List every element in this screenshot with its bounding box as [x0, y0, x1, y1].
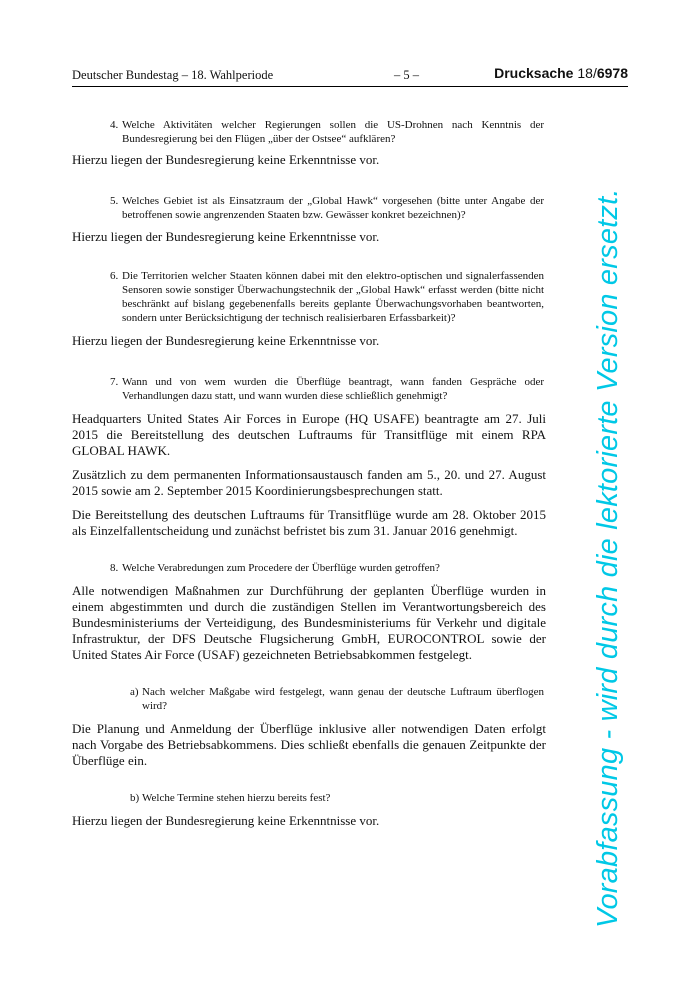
draft-watermark: Vorabfassung - wird durch die lektorierte Version ersetzt. [592, 188, 624, 928]
question-number: 6. [110, 270, 119, 282]
answer-7-part-2: Zusätzlich zu dem permanenten Informationsaustausch fanden am 5., 20. und 27. August 2015 sowie am 2. September 2015 Koordinierungsbesprechungen statt. [72, 467, 546, 498]
question-4 [72, 118, 628, 146]
question-text: Welches Gebiet ist als Einsatzraum der „Global Hawk“ vorgesehen (bitte unter Angabe der betroffenen sowie angrenzenden Staaten bzw. Gewässer konkret bezeichnen)? [122, 195, 544, 221]
document-body [72, 112, 628, 829]
question-number: 4. [110, 119, 119, 131]
answer-8: Alle notwendigen Maßnahmen zur Durchführung der geplanten Überflüge wurden in einem abgestimmten und durch die zuständigen Stellen im Verantwortungsbereich des Bundesministeriums der Verteidigung, des Bundesministeriums für Verkehr und digitale Infrastruktur, der DFS Deutsche Flugsicherung GmbH, EUROCONTROL sowie der United States Air Force (USAF) gezeichneten Betriebsabkommen festgelegt. [72, 583, 546, 662]
answer-6: Hierzu liegen der Bundesregierung keine Erkenntnisse vor. [72, 333, 380, 348]
question-7 [72, 375, 628, 403]
question-text: Nach welcher Maßgabe wird festgelegt, wann genau der deutsche Luftraum überflogen wird? [142, 686, 544, 712]
question-text: Welche Aktivitäten welcher Regierungen sollen die US-Drohnen nach Kenntnis der Bundesregierung bei den Flügen „über der Ostsee“ aufklären? [122, 119, 544, 145]
answer-5: Hierzu liegen der Bundesregierung keine Erkenntnisse vor. [72, 229, 380, 244]
answer-4: Hierzu liegen der Bundesregierung keine Erkenntnisse vor. [72, 152, 380, 167]
question-number: 8. [110, 562, 119, 574]
question-8a [72, 685, 628, 713]
question-text: Welche Verabredungen zum Procedere der Überflüge wurden getroffen? [122, 562, 440, 574]
document-id-prefix: 18/ [577, 65, 597, 81]
question-6 [72, 269, 628, 325]
answer-7-part-3: Die Bereitstellung des deutschen Luftraums für Transitflüge wurde am 28. Oktober 2015 als Einzelfallentscheidung und zunächst befristet bis zum 31. Januar 2016 genehmigt. [72, 507, 546, 538]
question-number: b) [130, 792, 140, 804]
answer-7-part-1: Headquarters United States Air Forces in Europe (HQ USAFE) beantragte am 27. Juli 2015 die Bereitstellung des deutschen Luftraums für Transitflüge mit einem RPA GLOBAL HAWK. [72, 411, 546, 458]
answer-8a: Die Planung und Anmeldung der Überflüge inklusive aller notwendigen Daten erfolgt nach Vorgabe des Betriebsabkommens. Dies schließt ebenfalls die genauen Zeitpunkte der Überflüge ein. [72, 721, 546, 768]
question-number: 7. [110, 376, 119, 388]
page-number: – 5 – [394, 68, 419, 82]
question-text: Die Territorien welcher Staaten können dabei mit den elektro-optischen und signalerfassenden Sensoren sowie sonstiger Überwachungstechnik der „Global Hawk“ erfasst werden (bitte nicht beschränkt auf bislang gegebenenfalls bereits geplante Überwachungsvorhaben beantworten, sondern unter Berücksichtigung der technisch realisierbaren Erfassbarkeit)? [122, 270, 544, 324]
header-title: Deutscher Bundestag – 18. Wahlperiode [72, 68, 274, 82]
page-header [72, 64, 628, 87]
question-number: a) [130, 686, 139, 698]
question-8b [72, 791, 628, 805]
question-8 [72, 561, 628, 575]
document-id-label: Drucksache [494, 65, 574, 81]
question-number: 5. [110, 195, 119, 207]
document-id [494, 65, 628, 81]
document-id-number: 6978 [596, 65, 628, 81]
answer-8b: Hierzu liegen der Bundesregierung keine Erkenntnisse vor. [72, 813, 380, 828]
question-text: Welche Termine stehen hierzu bereits fest? [142, 792, 331, 804]
question-text: Wann und von wem wurden die Überflüge beantragt, wann fanden Gespräche oder Verhandlungen dazu statt, und wann wurden diese schließlich genehmigt? [122, 376, 544, 402]
question-5 [72, 194, 628, 222]
